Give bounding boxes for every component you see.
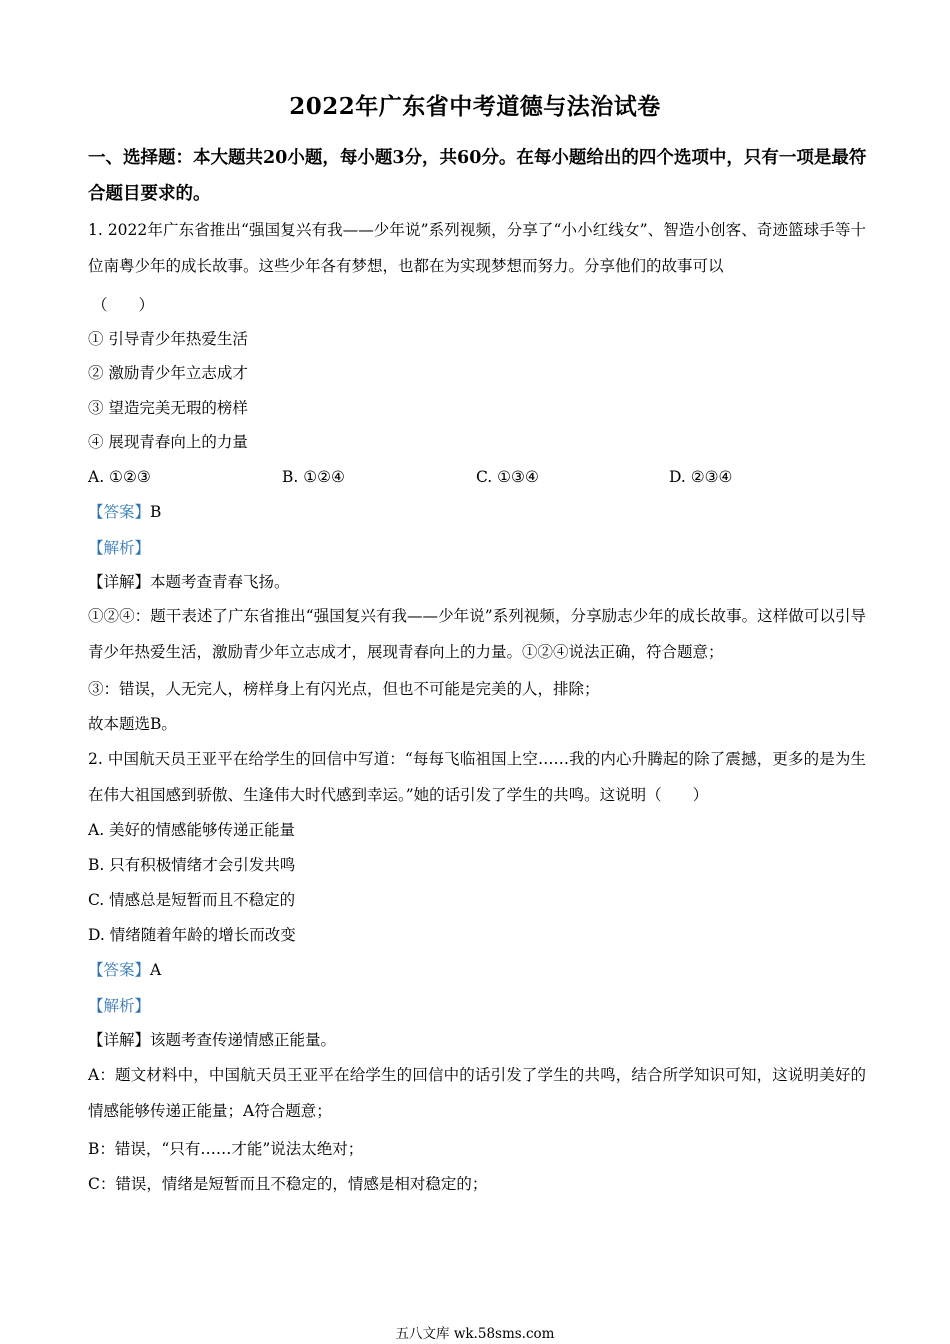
q1-item-1: ① 引导青少年热爱生活 (88, 330, 248, 348)
q2-answer (88, 959, 868, 981)
q1-item-4: ④ 展现青春向上的力量 (88, 433, 248, 451)
q2-detail (88, 1029, 868, 1051)
q2-explanation-a: A：题文材料中，中国航天员王亚平在给学生的回信中的话引发了学生的共鸣，结合所学知识可知，这说明美好的情感能够传递正能量；A符合题意； (88, 1066, 866, 1120)
q2-explanation-b: B：错误，“只有……才能”说法太绝对； (88, 1140, 364, 1158)
q1-option-b: B. ①②④ (282, 468, 345, 486)
q1-stem: 1. 2022年广东省推出“强国复兴有我——少年说”系列视频，分享了“小小红线女”、智造小创客、奇迹篮球手等十位南粤少年的成长故事。这些少年各有梦想，也都在为实现梦想而努力。分享他们的故事可以 (88, 221, 866, 275)
q2-explanation-c: C：错误，情绪是短暂而且不稳定的，情感是相对稳定的； (88, 1175, 488, 1193)
q2-analysis (88, 995, 868, 1017)
q1-detail (88, 571, 868, 593)
q2-analysis-tag: 【解析】 (88, 997, 151, 1015)
q1-detail-text: 本题考查青春飞扬。 (150, 573, 290, 591)
q2-detail-text: 该题考查传递情感正能量。 (150, 1031, 337, 1049)
q2-stem: 2. 中国航天员王亚平在给学生的回信中写道：“每每飞临祖国上空……我的内心升腾起的除了震撼，更多的是为生在伟大祖国感到骄傲、生逢伟大时代感到幸运。”她的话引发了学生的共鸣。这说明（ ） (88, 750, 866, 804)
q2-option-b: B. 只有积极情绪才会引发共鸣 (88, 856, 296, 874)
q1-explanation-2: ③：错误，人无完人，榜样身上有闪光点，但也不可能是完美的人，排除； (88, 680, 600, 698)
q2-answer-value: A (150, 961, 162, 979)
q1-option-a: A. ①②③ (88, 468, 151, 486)
q1-analysis (88, 537, 868, 559)
q1-answer (88, 501, 868, 523)
page-title: 2022年广东省中考道德与法治试卷 (289, 93, 661, 120)
q1-option-d: D. ②③④ (669, 468, 733, 486)
q2-option-a: A. 美好的情感能够传递正能量 (88, 821, 296, 839)
q1-analysis-tag: 【解析】 (88, 539, 151, 557)
q1-answer-tag: 【答案】 (88, 503, 151, 521)
q2-answer-tag: 【答案】 (88, 961, 151, 979)
q2-option-d: D. 情绪随着年龄的增长而改变 (88, 926, 296, 944)
q1-detail-tag: 【详解】 (88, 573, 151, 591)
section-heading: 一、选择题：本大题共20小题，每小题3分，共60分。在每小题给出的四个选项中，只有一项是最符合题目要求的。 (88, 148, 867, 204)
q1-item-2: ② 激励青少年立志成才 (88, 364, 248, 382)
q1-conclusion: 故本题选B。 (88, 715, 177, 733)
footer-watermark: 五八文库 wk.58sms.com (395, 1326, 555, 1342)
q1-answer-value: B (150, 503, 162, 521)
q2-detail-tag: 【详解】 (88, 1031, 151, 1049)
q1-item-3: ③ 望造完美无瑕的榜样 (88, 399, 248, 417)
q1-explanation-1: ①②④：题干表述了广东省推出“强国复兴有我——少年说”系列视频，分享励志少年的成长故事。这样做可以引导青少年热爱生活，激励青少年立志成才，展现青春向上的力量。①②④说法正确，符合题意； (88, 607, 866, 661)
q1-blank: （ ） (92, 296, 155, 314)
q1-option-c: C. ①③④ (476, 468, 539, 486)
q2-option-c: C. 情感总是短暂而且不稳定的 (88, 891, 296, 909)
